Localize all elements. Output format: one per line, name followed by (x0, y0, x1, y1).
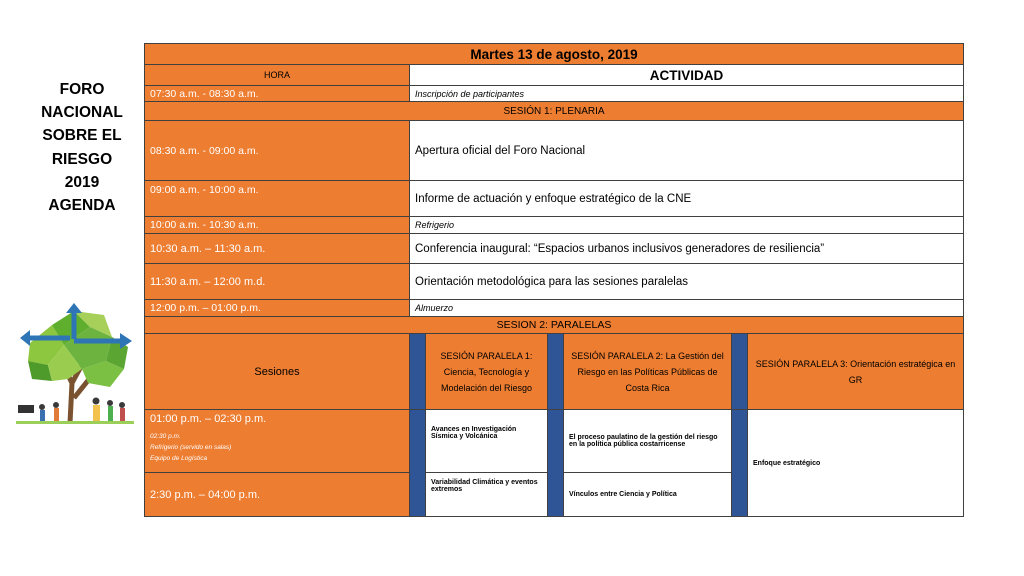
blue-divider (732, 334, 748, 410)
section-row: SESION 2: PARALELAS (145, 317, 964, 334)
time-cell: 10:00 a.m. - 10:30 a.m. (145, 217, 410, 234)
parallel-session-2: SESIÓN PARALELA 2: La Gestión del Riesgo en las Políticas Públicas de Costa Rica (564, 334, 732, 410)
title-line: SOBRE EL (42, 127, 122, 145)
time-cell: 07:30 a.m. - 08:30 a.m. (145, 86, 410, 102)
title-line: NACIONAL (41, 104, 123, 122)
slot-time: 01:00 p.m. – 02:30 p.m. (150, 413, 267, 425)
blue-divider (410, 410, 426, 517)
title-line: AGENDA (48, 197, 116, 215)
title-line: RIESGO (51, 150, 113, 168)
slot2-session1-topic: Variabilidad Climática y eventos extremos (426, 473, 548, 517)
time-cell: 08:30 a.m. - 09:00 a.m. (145, 121, 410, 181)
session3-topic: Enfoque estratégico (748, 410, 964, 517)
time-slot-1 (145, 410, 410, 473)
slot-note: Equipo de Logística (150, 455, 208, 462)
time-slot-2: 2:30 p.m. – 04:00 p.m. (145, 473, 410, 517)
title-line: FORO (59, 81, 105, 98)
column-header-hora: HORA (145, 65, 410, 86)
activity-cell: Refrigerio (410, 217, 964, 234)
slot-note: 02:30 p.m. (150, 433, 181, 440)
parallel-session-1: SESIÓN PARALELA 1: Ciencia, Tecnología y Modelación del Riesgo (426, 334, 548, 410)
activity-cell: Orientación metodológica para las sesiones paralelas (410, 264, 964, 300)
slot1-session1-topic: Avances en Investigación Sísmica y Volcánica (426, 410, 548, 473)
column-header-actividad: ACTIVIDAD (410, 65, 964, 86)
section-row: SESIÓN 1: PLENARIA (145, 102, 964, 121)
sessions-label: Sesiones (145, 334, 410, 410)
slot-note: Refrigerio (servido en salas) (150, 444, 232, 451)
tree-logo (12, 303, 137, 428)
blue-divider (732, 410, 748, 517)
time-cell: 10:30 a.m. – 11:30 a.m. (145, 234, 410, 264)
time-cell: 12:00 p.m. – 01:00 p.m. (145, 300, 410, 317)
blue-divider (410, 334, 426, 410)
agenda-title (28, 78, 136, 217)
activity-cell: Conferencia inaugural: “Espacios urbanos inclusivos generadores de resiliencia” (410, 234, 964, 264)
agenda-table (144, 43, 964, 517)
activity-cell: Inscripción de participantes (410, 86, 964, 102)
blue-divider (548, 334, 564, 410)
activity-cell: Almuerzo (410, 300, 964, 317)
title-line: 2019 (64, 173, 100, 191)
parallel-session-3: SESIÓN PARALELA 3: Orientación estratégica en GR (748, 334, 964, 410)
activity-cell: Apertura oficial del Foro Nacional (410, 121, 964, 181)
time-cell: 11:30 a.m. – 12:00 m.d. (145, 264, 410, 300)
slot1-session2-topic: El proceso paulatino de la gestión del riesgo en la política pública costarricense (564, 410, 732, 473)
date-header: Martes 13 de agosto, 2019 (145, 44, 964, 65)
activity-cell: Informe de actuación y enfoque estratégico de la CNE (410, 181, 964, 217)
time-cell: 09:00 a.m. - 10:00 a.m. (145, 181, 410, 217)
slot2-session2-topic: Vínculos entre Ciencia y Política (564, 473, 732, 517)
blue-divider (548, 410, 564, 517)
